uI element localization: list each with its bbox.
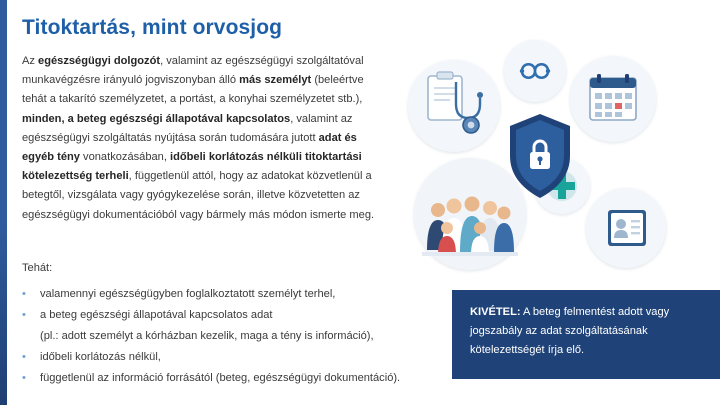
list-item — [22, 284, 452, 305]
list-item — [22, 347, 452, 368]
conclusion-label: Tehát: — [22, 262, 53, 274]
paragraph-text: Az — [22, 55, 39, 67]
paragraph-text: vonatkozásában, — [79, 151, 171, 164]
bullet-marker-icon: • — [22, 309, 26, 321]
dna-infinity-icon — [504, 40, 566, 102]
id-card-icon — [586, 188, 666, 268]
paragraph-emphasis: más személyt — [239, 74, 312, 87]
paragraph-text: , valamint az egészségügyi szolgáltatóval munkavégzésre irányuló jogviszonyban álló — [22, 55, 364, 87]
paragraph-text: , függetlenül attól, hogy az adatokat közvetlenül a betegtől, vizsgálata vagy gyógykezelése során, illetve közvetetten az egészségügyi dokumentációból vagy bármely más módon ismerte meg. — [22, 170, 375, 221]
paragraph-text: , valamint az egészségügyi szolgáltatás nyújtása során tudomására jutott — [22, 112, 353, 144]
list-item-label: valamennyi egészségügyben foglalkoztatott személyt terhel, — [40, 288, 336, 300]
bullet-list — [22, 284, 452, 389]
illustration-cluster — [400, 38, 700, 270]
list-item-sublabel: (pl.: adott személyt a kórházban kezelik, maga a tény is információ), — [40, 330, 374, 342]
bullet-marker-icon: • — [22, 288, 26, 300]
bullet-marker-icon: • — [22, 372, 26, 384]
paragraph-emphasis: egészségügyi dolgozót — [38, 55, 161, 67]
corner-decoration — [694, 379, 720, 405]
left-accent-bar — [0, 0, 7, 405]
list-item — [22, 368, 452, 389]
paragraph-emphasis: adat és egyéb tény — [22, 131, 357, 164]
list-item-label: a beteg egészségi állapotával kapcsolatos adat — [40, 309, 273, 321]
security-shield-lock-icon — [504, 110, 576, 202]
exception-label: KIVÉTEL: — [470, 306, 521, 318]
paragraph-emphasis: minden, a beteg egészségi állapotával kapcsolatos — [22, 112, 291, 125]
list-item-label: időbeli korlátozás nélkül, — [40, 351, 161, 363]
page-title: Titoktartás, mint orvosjog — [22, 16, 283, 39]
list-item-label: függetlenül az információ forrásától (beteg, egészségügyi dokumentáció). — [40, 372, 401, 384]
paragraph-text: (beleértve tehát a takarító személyzetet, a portást, a konyhai személyzetet stb.), — [22, 74, 364, 106]
exception-text: A beteg felmentést adott vagy jogszabály az adat szolgáltatásának kötelezettségét írja elő. — [470, 306, 670, 356]
paragraph-emphasis: időbeli korlátozás nélküli titoktartási kötelezettség terheli — [22, 151, 362, 183]
bullet-marker-icon: • — [22, 351, 26, 363]
stethoscope-clipboard-icon — [408, 60, 500, 152]
exception-callout — [452, 290, 720, 379]
main-paragraph — [22, 52, 382, 225]
list-item — [22, 305, 452, 326]
calendar-icon — [570, 56, 656, 142]
